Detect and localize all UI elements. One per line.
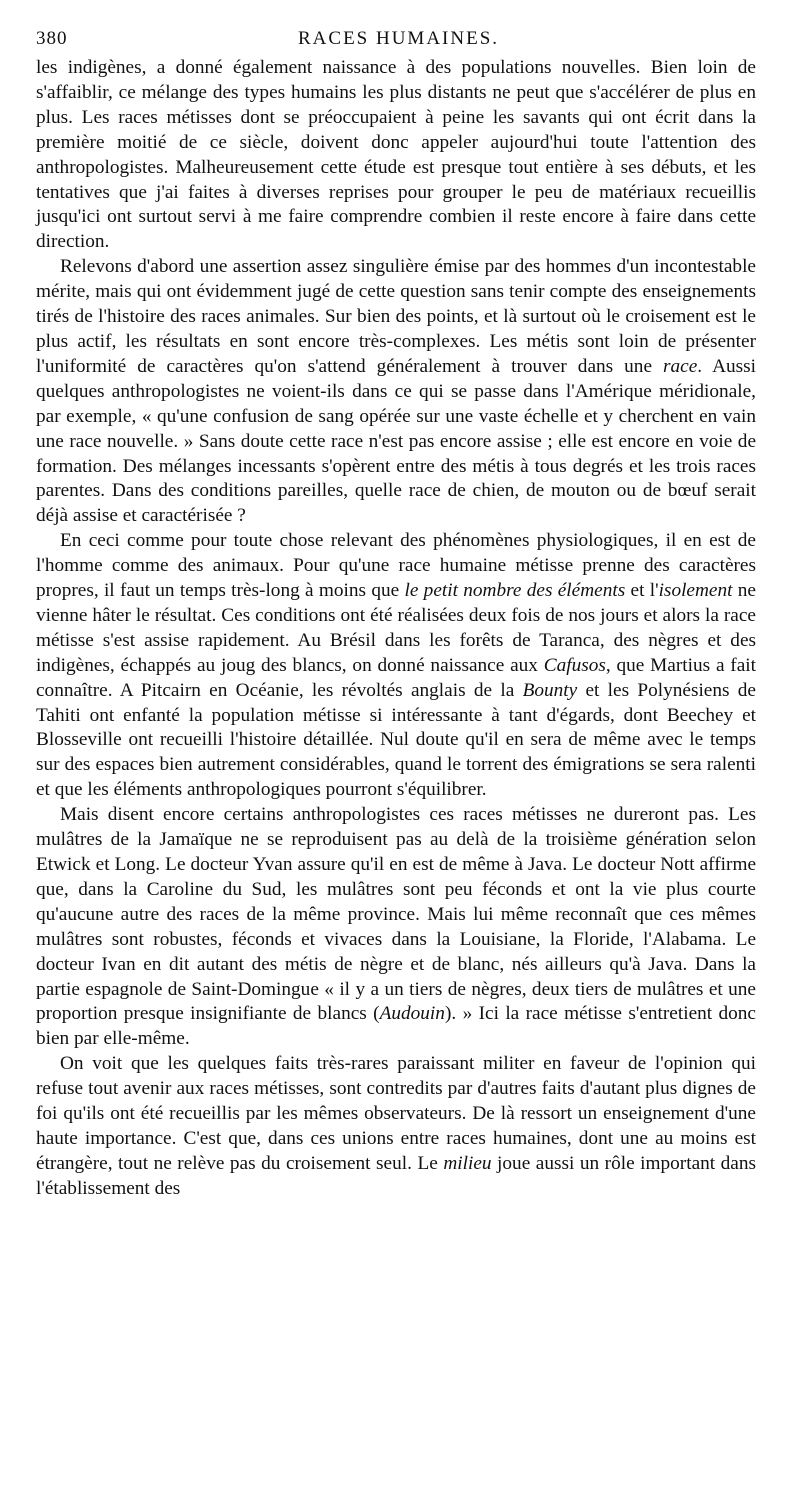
text-run: et les Polynésiens de Tahiti ont enfanté la population métisse si intéressante à tant d'égards, dont Beechey et Blosseville ont recueilli l'histoire détaillée. Nul doute qu'il en sera de même avec le temps sur des espaces bien autrement considérables, quand le torrent des émigrations se sera ralenti et que les éléments anthropologiques pourront s'équilibrer. xyxy=(36,679,756,801)
paragraph xyxy=(36,1052,756,1201)
body-text xyxy=(36,56,756,1202)
text-run: . Aussi quelques anthropologistes ne voient-ils dans ce qui se passe dans l'Amérique méridionale, par exemple, « qu'une confusion de sang opérée sur une vaste échelle et y cherchent en vain une race nouvelle. » Sans doute cette race n'est pas encore assise ; elle est encore en voie de formation. Des mélanges incessants s'opèrent entre des métis à tous degrés et les trois races parentes. Dans des conditions pareilles, quelle race de chien, de mouton ou de bœuf serait déjà assise et caractérisée ? xyxy=(36,355,756,527)
text-run: et l' xyxy=(625,580,659,602)
paragraph xyxy=(36,255,756,529)
italic-text: le petit nombre des éléments xyxy=(404,580,626,602)
text-run: , que Martius a fait connaître. A Pitcairn en Océanie, les révoltés anglais de la xyxy=(36,654,756,701)
text-run: joue aussi un rôle important dans l'établissement des xyxy=(36,1152,756,1199)
page-number: 380 xyxy=(36,28,68,49)
italic-text: Bounty xyxy=(522,679,578,701)
italic-text: Audouin xyxy=(379,1003,445,1025)
page-header xyxy=(36,22,756,56)
text-run: Mais disent encore certains anthropologistes ces races métisses ne dureront pas. Les mulâtres de la Jamaïque ne se reproduisent pas au delà de la troisième génération selon Etwick et Long. Le docteur Yvan assure qu'il en est de même à Java. Le docteur Nott affirme que, dans la Caroline du Sud, les mulâtres sont peu féconds et ont la vie plus courte qu'aucune autre des races de la même province. Mais lui même reconnaît que ces mêmes mulâtres sont robustes, féconds et vivaces dans la Louisiane, la Floride, l'Alabama. Le docteur Ivan en dit autant des métis de nègre et de blanc, nés ailleurs qu'à Java. Dans la partie espagnole de Saint-Domingue « il y a un tiers de nègres, deux tiers de mulâtres et une proportion presque insignifiante de blancs ( xyxy=(36,804,756,1025)
text-run: ne vienne hâter le résultat. Ces conditions ont été réalisées deux fois de nos jours et alors la race métisse s'est assise rapidement. Au Brésil dans les forêts de Taranca, des nègres et des indigènes, échappés au joug des blancs, on donné naissance aux xyxy=(36,580,756,676)
book-page xyxy=(36,22,756,1202)
text-run: ). » Ici la race métisse s'entretient donc bien par elle-même. xyxy=(36,1003,756,1050)
text-run: Relevons d'abord une assertion assez singulière émise par des hommes d'un incontestable mérite, mais qui ont évidemment jugé de cette question sans tenir compte des enseignements tirés de l'histoire des races animales. Sur bien des points, et là surtout où le croisement est le plus actif, les résultats en sont encore très-complexes. Les métis sont loin de présenter l'uniformité de caractères qu'on s'attend généralement à trouver dans une xyxy=(36,256,756,377)
italic-text: isolement xyxy=(658,580,733,602)
text-run: En ceci comme pour toute chose relevant des phénomènes physiologiques, il en est de l'homme comme des animaux. Pour qu'une race humaine métisse prenne des caractères propres, il faut un temps très-long à moins que xyxy=(36,530,756,602)
paragraph xyxy=(36,529,756,803)
text-run: les indigènes, a donné également naissance à des populations nouvelles. Bien loin de s'affaiblir, ce mélange des types humains les plus distants ne peut que s'accélérer de plus en plus. Les races métisses dont se préoccupaient à peine les savants qui ont écrit dans la première moitié de ce siècle, doivent donc appeler aujourd'hui toute l'attention des anthropologistes. Malheureusement cette étude est presque tout entière à ses débuts, et les tentatives que j'ai faites à diverses reprises pour grouper le peu de matériaux recueillis jusqu'ici ont surtout servi à me faire comprendre combien il reste encore à faire dans cette direction. xyxy=(36,57,756,253)
italic-text: race xyxy=(663,355,698,377)
text-run: On voit que les quelques faits très-rares paraissant militer en faveur de l'opinion qui refuse tout avenir aux races métisses, sont contredits par d'autres faits d'autant plus dignes de foi qu'ils ont été recueillis par les mêmes observateurs. De là ressort un enseignement d'une haute importance. C'est que, dans ces unions entre races humaines, dont une au moins est étrangère, tout ne relève pas du croisement seul. Le xyxy=(36,1053,756,1174)
italic-text: milieu xyxy=(443,1152,492,1174)
italic-text: Cafusos xyxy=(543,654,606,676)
paragraph xyxy=(36,56,756,255)
running-title: RACES HUMAINES. xyxy=(298,28,500,49)
paragraph xyxy=(36,803,756,1052)
